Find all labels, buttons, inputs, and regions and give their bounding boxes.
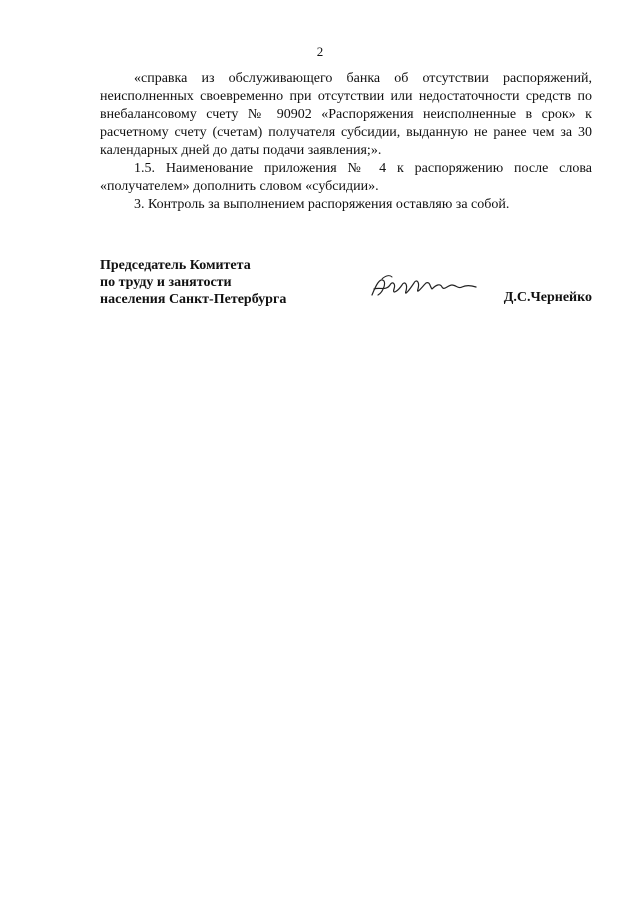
document-body <box>100 70 592 214</box>
page-number: 2 <box>316 44 324 59</box>
paragraph-bank-certificate: «справка из обслуживающего банка об отсутствии распоряжений, неисполненных своевременно при отсутствии или недостаточности средств по внебалансовому счету № 90902 «Распоряжения неисполненные в срок» к расчетному счету (счетам) получателя субсидии, выданную не ранее чем за 30 календарных дней до даты подачи заявления;». <box>100 71 592 158</box>
signer-title-line: по труду и занятости <box>100 275 232 290</box>
signer-title-line: населения Санкт-Петербурга <box>100 292 287 307</box>
signer-title-line: Председатель Комитета <box>100 258 251 273</box>
paragraph-1-5: 1.5. Наименование приложения № 4 к распоряжению после слова «получателем» дополнить словом «субсидии». <box>100 161 592 194</box>
signer-title <box>100 257 286 308</box>
signer-name: Д.С.Чернейко <box>503 290 592 305</box>
signature-block <box>100 257 592 317</box>
handwritten-signature <box>368 271 480 301</box>
paragraph-3: 3. Контроль за выполнением распоряжения оставляю за собой. <box>134 197 510 212</box>
